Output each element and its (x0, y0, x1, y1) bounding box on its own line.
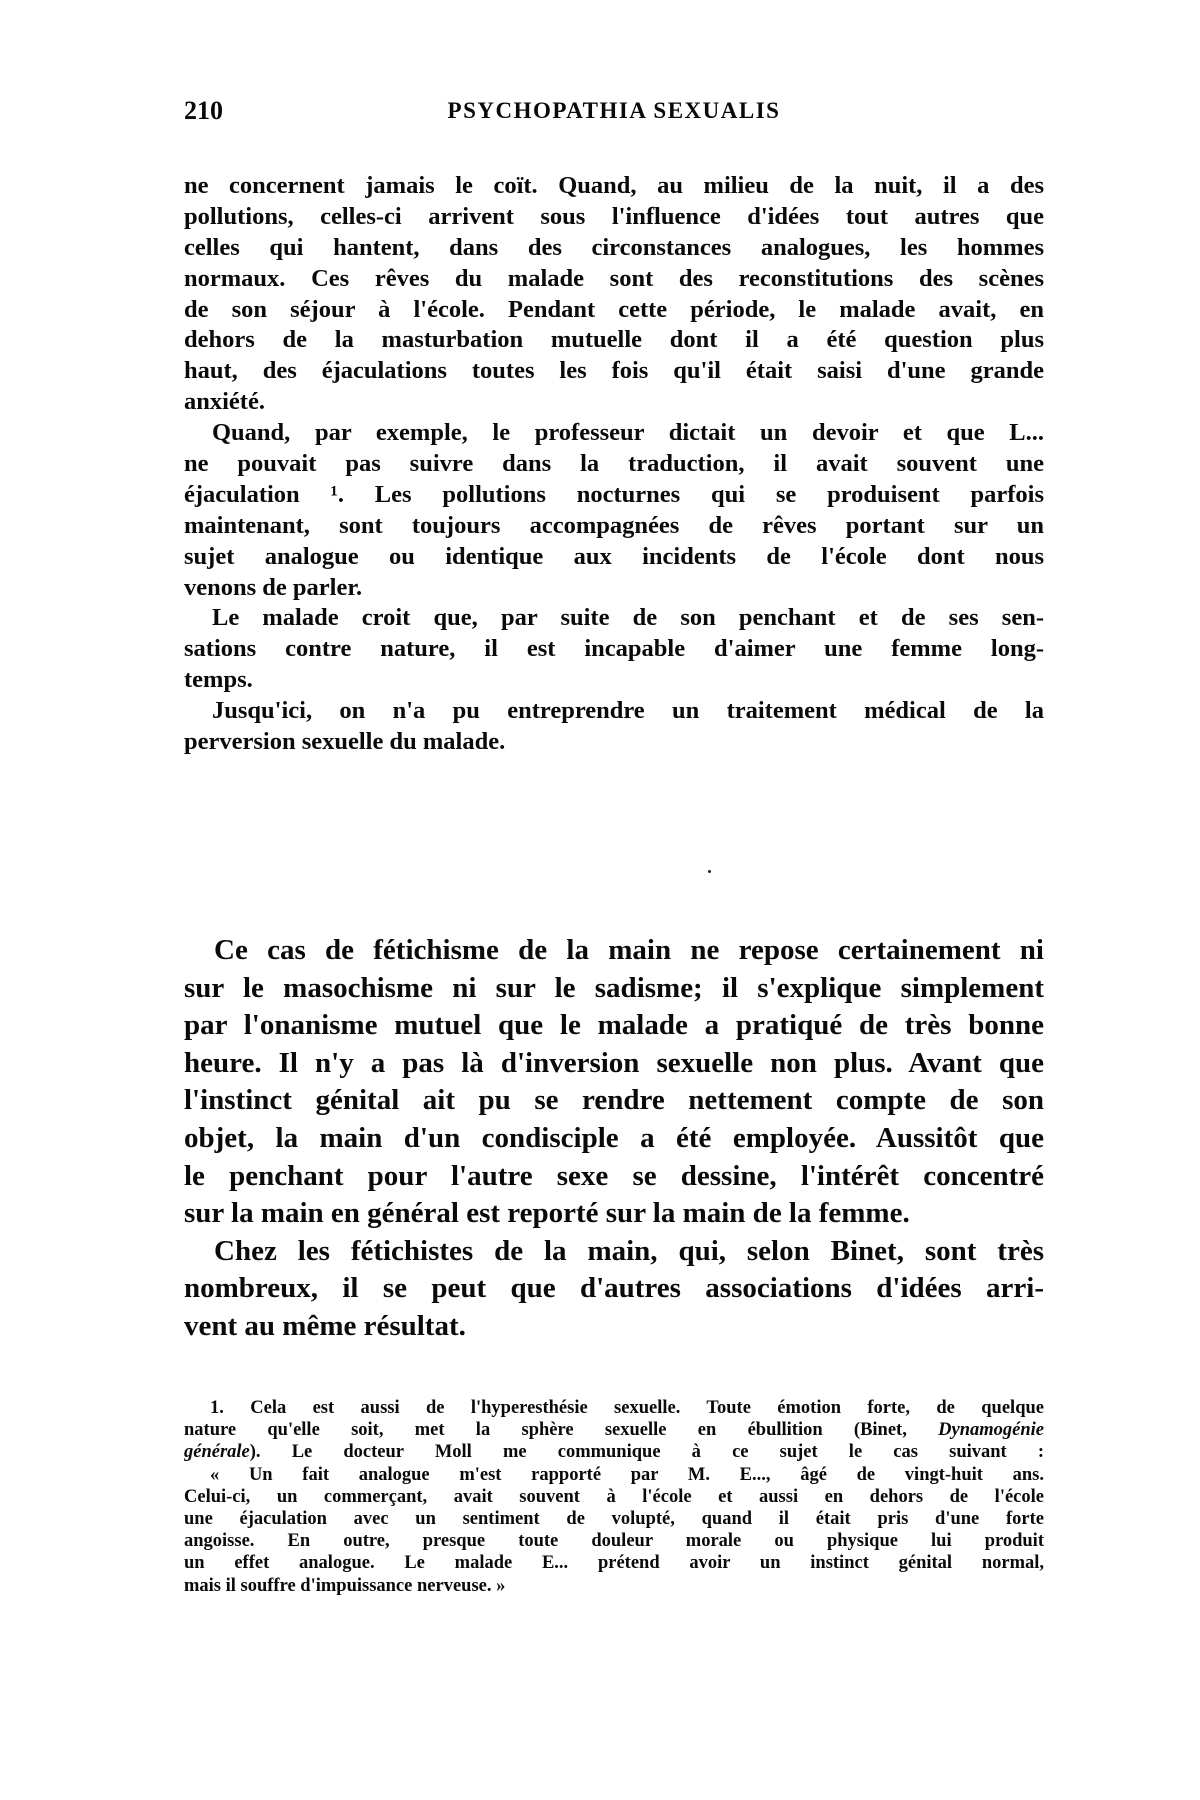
commentary-section (184, 932, 1044, 1346)
footnote-line: angoisse. En outre, presque toute douleur morale ou physique lui produit (184, 1531, 1044, 1552)
cited-title-cont: générale (184, 1442, 250, 1463)
text-line: perversion sexuelle du malade. (184, 728, 506, 756)
text-line: nombreux, il se peut que d'autres associations d'idées arri- (184, 1272, 1044, 1305)
footnote-text: ). Le docteur Moll me communique à ce sujet le cas suivant : (249, 1442, 1044, 1463)
page-number: 210 (184, 96, 223, 125)
paragraph-start-line: Quand, par exemple, le professeur dictait un devoir et que L... (212, 419, 1044, 447)
text-line: anxiété. (184, 388, 265, 416)
text-line: ne concernent jamais le coït. Quand, au milieu de la nuit, il a des (184, 172, 1044, 199)
text-line: objet, la main d'un condisciple a été employée. Aussitôt que (184, 1121, 1044, 1154)
footnote-line (184, 1419, 1044, 1441)
running-title: PSYCHOPATHIA SEXUALIS (447, 98, 781, 123)
footnote-line (184, 1441, 1044, 1463)
paragraph-start-line: Jusqu'ici, on n'a pu entreprendre un traitement médical de la (212, 697, 1044, 725)
footnote-line: mais il souffre d'impuissance nerveuse. » (184, 1575, 506, 1596)
running-header (184, 96, 1044, 136)
text-line: heure. Il n'y a pas là d'inversion sexuelle non plus. Avant que (184, 1046, 1044, 1079)
text-line: celles qui hantent, dans des circonstances analogues, les hommes (184, 233, 1044, 261)
cited-title: Dynamogénie (938, 1420, 1044, 1441)
footnote-text: nature qu'elle soit, met la sphère sexuelle en ébullition (Binet, (184, 1420, 907, 1441)
footnote-quote-start: « Un fait analogue m'est rapporté par M. E..., âgé de vingt-huit ans. (210, 1464, 1044, 1485)
text-line: par l'onanisme mutuel que le malade a pratiqué de très bonne (184, 1009, 1044, 1042)
footnote-line: une éjaculation avec un sentiment de volupté, quand il était pris d'une forte (184, 1508, 1044, 1529)
text-line: normaux. Ces rêves du malade sont des reconstitutions des scènes (184, 264, 1044, 292)
text-line: maintenant, sont toujours accompagnées de rêves portant sur un (184, 511, 1044, 539)
text-line: dehors de la masturbation mutuelle dont il a été question plus (184, 326, 1044, 354)
print-speck (708, 870, 711, 873)
text-line: pollutions, celles-ci arrivent sous l'influence d'idées tout autres que (184, 202, 1044, 230)
text-line: sur le masochisme ni sur le sadisme; il s'explique simplement (184, 971, 1044, 1004)
paragraph-start-line: Le malade croit que, par suite de son penchant et de ses sen- (212, 604, 1044, 632)
text-line: vent au même résultat. (184, 1309, 466, 1342)
paragraph-start-line: Ce cas de fétichisme de la main ne repose certainement ni (214, 934, 1044, 966)
footnote-1-line: 1. Cela est aussi de l'hyperesthésie sexuelle. Toute émotion forte, de quelque (210, 1398, 1044, 1418)
footnotes (184, 1397, 1044, 1597)
footnote-line: Celui-ci, un commerçant, avait souvent à l'école et aussi en dehors de l'école (184, 1486, 1044, 1507)
text-line: de son séjour à l'école. Pendant cette période, le malade avait, en (184, 295, 1044, 323)
text-line: ne pouvait pas suivre dans la traduction, il avait souvent une (184, 450, 1044, 478)
text-line: sujet analogue ou identique aux incidents de l'école dont nous (184, 542, 1044, 570)
text-line: l'instinct génital ait pu se rendre nettement compte de son (184, 1084, 1044, 1117)
footnote-line: un effet analogue. Le malade E... prétend avoir un instinct génital normal, (184, 1553, 1044, 1574)
text-line: venons de parler. (184, 573, 363, 601)
text-line: sations contre nature, il est incapable d'aimer une femme long- (184, 635, 1044, 663)
text-line-with-footnote-ref: éjaculation ¹. Les pollutions nocturnes qui se produisent parfois (184, 480, 1044, 508)
paragraph-start-line: Chez les fétichistes de la main, qui, selon Binet, sont très (214, 1234, 1044, 1267)
text-line: sur la main en général est reporté sur la main de la femme. (184, 1197, 910, 1230)
text-line: le penchant pour l'autre sexe se dessine, l'intérêt concentré (184, 1159, 1044, 1192)
case-continuation-section (184, 171, 1044, 758)
text-line: temps. (184, 666, 253, 694)
text-line: haut, des éjaculations toutes les fois qu'il était saisi d'une grande (184, 357, 1044, 385)
